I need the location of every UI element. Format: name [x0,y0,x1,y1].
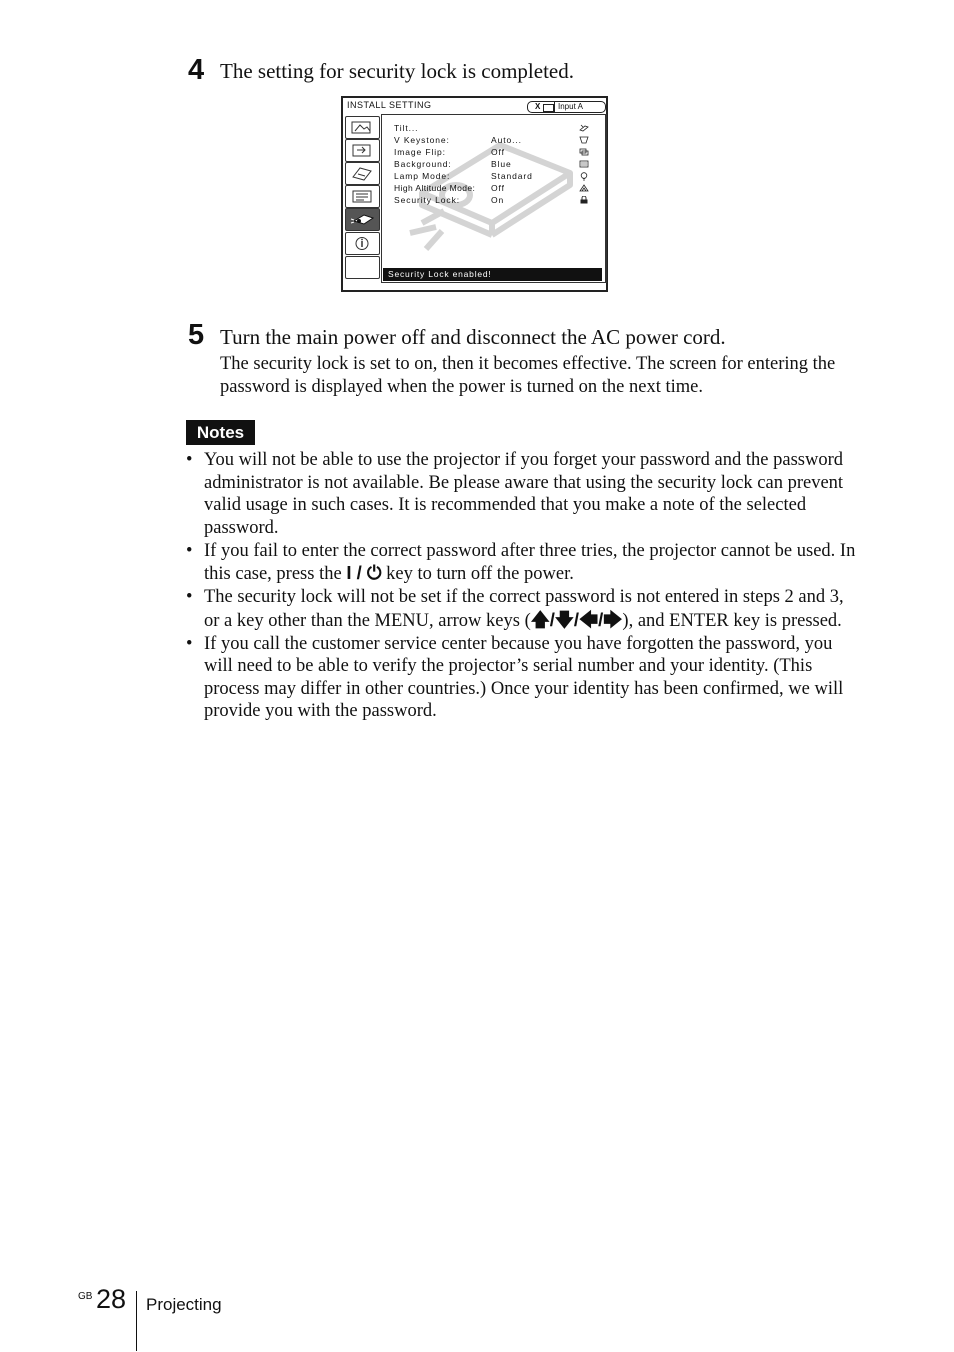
note-text: You will not be able to use the projector if you forget your password and the password administrator is not available. Be please aware that using the security lock can prevent valid usage in such cases. It is recommended that you make a note of the selected password. [204,450,844,538]
bullet: • [186,540,193,561]
input-label: Input A [558,102,583,111]
image-flip-icon [579,148,589,156]
step-5-title: Turn the main power off and disconnect the AC power cord. [220,325,726,349]
menu-item-value: Off [491,147,505,157]
menu-item-label: V Keystone: [394,135,450,145]
background-icon [579,160,589,168]
menu-item-value: Off [491,183,505,193]
tab-installation [345,208,380,231]
note-item [186,449,858,539]
input-prefix: X [535,102,541,111]
note-item [186,633,858,723]
step-4-number: 4 [188,54,205,86]
step-5-number: 5 [188,319,205,351]
keystone-icon [579,136,589,144]
picture-tab-icon [350,119,375,136]
menu-item-label: Image Flip: [394,147,446,157]
bullet: • [186,587,193,607]
information-tab-icon [350,235,375,252]
menu-item-value: Standard [491,171,533,181]
menu-tab-icon [350,188,375,205]
power-key-symbol: I / ⏻ [346,562,382,583]
note-text: key to turn off the power. [386,564,574,584]
note-item [186,586,858,632]
input-indicator [527,101,606,113]
step-4-title: The setting for security lock is completed. [220,59,574,83]
status-message: Security Lock enabled! [383,268,602,281]
bullet: • [186,450,193,470]
arrow-keys-symbol: 🡅/🡇/🡄/🡆 [530,608,623,630]
tab-setup [345,162,380,185]
tilt-icon [579,124,589,132]
footer-region: GB [78,1291,93,1302]
menu-item-tilt [394,122,594,134]
tab-menu [345,185,380,208]
menu-item-security-lock [394,194,594,206]
menu-item-label: Security Lock: [394,195,460,205]
lamp-icon [579,172,589,181]
footer-divider [136,1291,137,1351]
tab-empty [345,256,380,279]
input-source-icon [543,104,554,112]
menu-title: INSTALL SETTING [347,100,432,110]
menu-item-label: Lamp Mode: [394,171,451,181]
input-separator [554,101,555,113]
bullet: • [186,633,193,654]
notes-heading: Notes [186,420,255,445]
installation-tab-icon [350,211,375,228]
note-item [186,540,858,586]
menu-item-high-altitude-mode [394,182,594,194]
input-tab-icon [350,142,375,159]
menu-item-label: Tilt... [394,123,419,133]
note-text: If you call the customer service center because you have forgotten the password, you will need to be able to verify the projector’s serial number and your identity. (This process may differ in other countries.) Once your identity has been confirmed, we will provide you with the password. [204,633,844,721]
menu-panel [381,114,607,283]
setup-tab-icon [350,165,375,182]
note-text: ), and ENTER key is pressed. [622,610,842,631]
menu-item-image-flip [394,146,594,158]
menu-item-value: On [491,195,505,205]
note-text: The security lock will not be set if the correct password is not entered in steps 2 and 3, or a key other than the MENU, arrow keys ( [204,587,844,631]
menu-item-background [394,158,594,170]
tab-input [345,139,380,162]
note-text: If you fail to enter the correct password after three tries, the projector cannot be used. In this case, press the [204,540,856,584]
page-number: 28 [96,1284,127,1314]
menu-item-value: Auto... [491,135,522,145]
menu-item-lamp-mode [394,170,594,182]
notes-list [186,449,858,723]
menu-item-label: High Altitude Mode: [394,183,476,193]
footer-section-title: Projecting [146,1295,222,1314]
menu-item-value: Blue [491,159,512,169]
install-setting-menu [341,96,608,292]
menu-item-v-keystone [394,134,594,146]
tab-information [345,232,380,255]
lock-icon [579,196,589,204]
step-5-body: The security lock is set to on, then it becomes effective. The screen for entering the password is displayed when the power is turned on the next time. [220,354,836,397]
altitude-icon [579,184,589,192]
tab-picture [345,116,380,139]
menu-item-label: Background: [394,159,452,169]
